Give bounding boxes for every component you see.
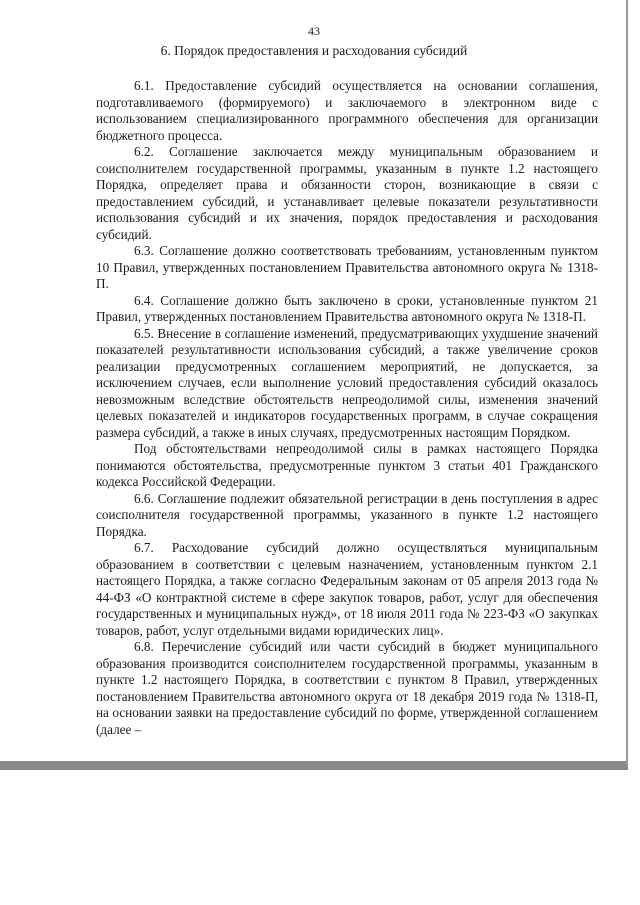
paragraph-6-2: 6.2. Соглашение заключается между муниципальным образованием и соисполнителем государственной программы, указанным в пункте 1.2 настоящего Порядка, определяет права и обязанности сторон, возникающие в связи с предоставлением субсидий, и устанавливает целевые показатели результативности использования субсидий и их значения, порядок предоставления и расходования субсидий. <box>96 144 598 242</box>
blank-area <box>0 779 640 905</box>
page-number: 43 <box>308 24 320 38</box>
paragraph-force-majeure: Под обстоятельствами непреодолимой силы в рамках настоящего Порядка понимаются обстоятельства, предусмотренные пунктом 3 статьи 401 Гражданского кодекса Российской Федерации. <box>96 441 598 489</box>
paragraph-6-3: 6.3. Соглашение должно соответствовать требованиям, установленным пунктом 10 Правил, утвержденных постановлением Правительства автономного округа № 1318-П. <box>96 243 598 291</box>
paragraph-6-1: 6.1. Предоставление субсидий осуществляется на основании соглашения, подготавливаемого (формируемого) и заключаемого в электронном виде с использованием специализированного программного обеспечения для организации бюджетного процесса. <box>96 78 598 143</box>
paragraph-6-8: 6.8. Перечисление субсидий или части субсидий в бюджет муниципального образования производится соисполнителем государственной программы, указанным в пункте 1.2 настоящего Порядка, в соответствии с пунктом 8 Правил, утвержденных постановлением Правительства автономного округа от 18 декабря 2019 года № 1318-П, на основании заявки на предоставление субсидий по форме, утвержденной соглашением (далее – <box>96 639 598 737</box>
paragraph-6-5: 6.5. Внесение в соглашение изменений, предусматривающих ухудшение значений показателей результативности использования субсидий, а также увеличение сроков реализации предусмотренных соглашением мероприятий, не допускается, за исключением случаев, если выполнение условий предоставления субсидий оказалось невозможным вследствие обстоятельств непреодолимой силы, изменения значений целевых показателей и индикаторов государственных программ, в случае сокращения размера субсидий, а также в иных случаях, предусмотренных настоящим Порядком. <box>96 325 598 440</box>
paragraph-6-7: 6.7. Расходование субсидий должно осуществляться муниципальным образованием в соответствии с целевым назначением, установленным пунктом 2.1 настоящего Порядка, а также согласно Федеральным законам от 05 апреля 2013 года № 44-ФЗ «О контрактной системе в сфере закупок товаров, работ, услуг для обеспечения государственных и муниципальных нужд», от 18 июля 2011 года № 223-ФЗ «О закупках товаров, работ, услуг отдельными видами юридических лиц». <box>96 540 598 638</box>
paragraph-6-6: 6.6. Соглашение подлежит обязательной регистрации в день поступления в адрес соисполнителя государственной программы, указанного в пункте 1.2 настоящего Порядка. <box>96 490 598 539</box>
paragraph-6-4: 6.4. Соглашение должно быть заключено в сроки, установленные пунктом 21 Правил, утвержденных постановлением Правительства автономного округа № 1318-П. <box>96 292 598 324</box>
document-body <box>96 78 598 738</box>
section-title: 6. Порядок предоставления и расходования субсидий <box>160 43 468 58</box>
